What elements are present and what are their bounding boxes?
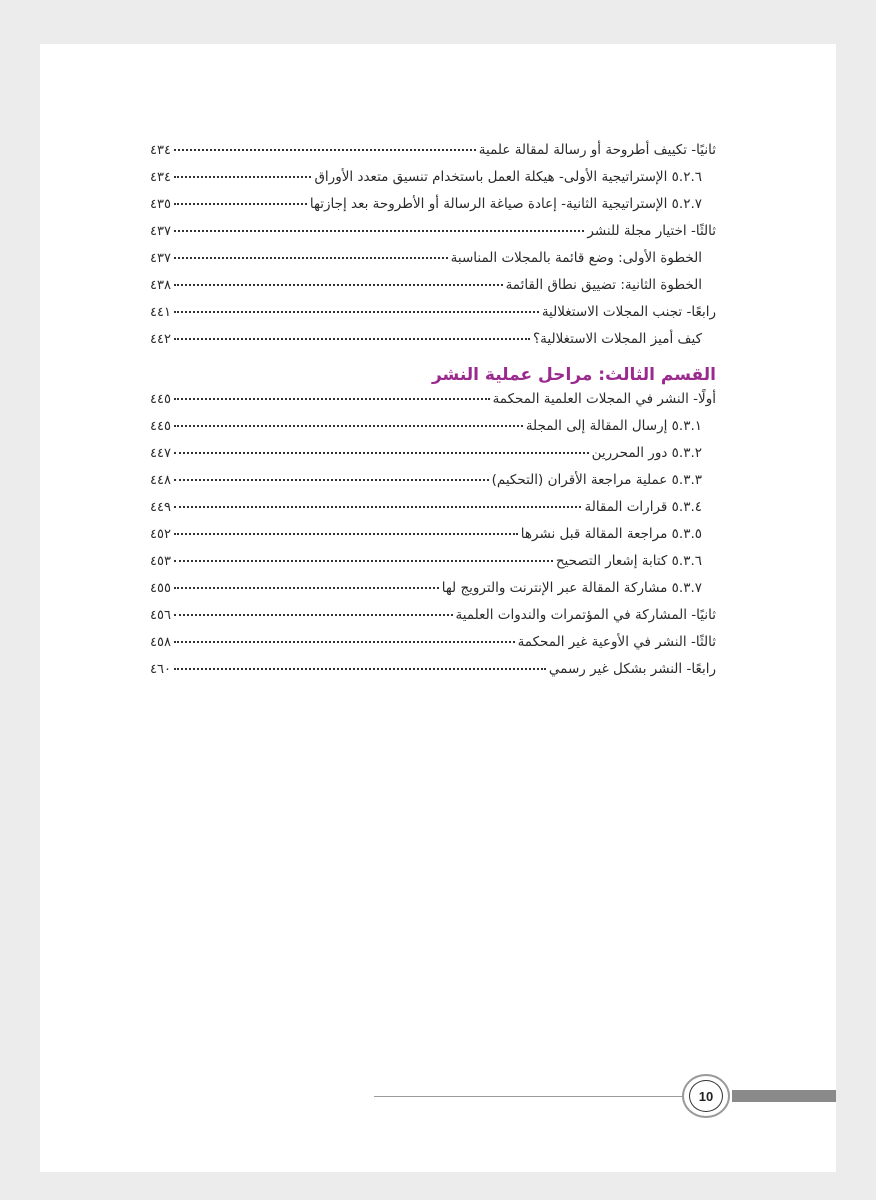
toc-entry-page: ٤٥٥ <box>150 581 171 596</box>
toc-entry-label: ثانيًا- المشاركة في المؤتمرات والندوات العلمية <box>455 607 716 623</box>
dot-leader <box>174 668 546 670</box>
toc-entry-label: ٥.٣.٤ قرارات المقالة <box>584 499 702 515</box>
toc-entry-page: ٤٥٦ <box>150 608 171 623</box>
toc-entry-page: ٤٣٤ <box>150 170 171 185</box>
toc-entry <box>150 250 716 277</box>
dot-leader <box>174 257 448 259</box>
toc-entry <box>150 331 716 358</box>
toc-entry-label: ٥.٢.٧ الإستراتيجية الثانية- إعادة صياغة الرسالة أو الأطروحة بعد إجازتها <box>309 196 702 212</box>
toc-entry-page: ٤٣٤ <box>150 143 171 158</box>
toc-entry-page: ٤٣٨ <box>150 278 171 293</box>
toc-entry-label: أولًا- النشر في المجلات العلمية المحكمة <box>492 391 716 407</box>
toc-entry-label: رابعًا- تجنب المجلات الاستغلالية <box>541 304 716 320</box>
toc-entry-label: ٥.٣.٦ كتابة إشعار التصحيح <box>555 553 702 569</box>
dot-leader <box>174 311 539 313</box>
toc-entry-page: ٤٤١ <box>150 305 171 320</box>
toc-entry-label: كيف أميز المجلات الاستغلالية؟ <box>533 331 702 347</box>
page-number-badge <box>684 1076 728 1116</box>
toc-entry <box>150 472 716 499</box>
page-number: 10 <box>689 1080 723 1112</box>
dot-leader <box>174 230 584 232</box>
toc-entry-page: ٤٤٨ <box>150 473 171 488</box>
toc-entry <box>150 607 716 634</box>
toc-entry-label: ٥.٢.٦ الإستراتيجية الأولى- هيكلة العمل باستخدام تنسيق متعدد الأوراق <box>314 169 702 185</box>
dot-leader <box>174 506 582 508</box>
toc-entry <box>150 553 716 580</box>
toc-entry-label: ٥.٣.٣ عملية مراجعة الأقران (التحكيم) <box>491 472 702 488</box>
toc-entry-label: الخطوة الثانية: تضييق نطاق القائمة <box>505 277 702 293</box>
dot-leader <box>174 149 476 151</box>
toc-entry <box>150 634 716 661</box>
toc-part-1 <box>150 142 716 358</box>
toc-entry-label: ٥.٣.٧ مشاركة المقالة عبر الإنترنت والترويج لها <box>441 580 702 596</box>
toc-entry <box>150 223 716 250</box>
toc-entry <box>150 196 716 223</box>
toc-entry-page: ٤٥٨ <box>150 635 171 650</box>
toc-entry <box>150 277 716 304</box>
dot-leader <box>174 398 490 400</box>
toc-entry <box>150 391 716 418</box>
toc-entry-page: ٤٥٢ <box>150 527 171 542</box>
dot-leader <box>174 560 553 562</box>
toc-entry <box>150 142 716 169</box>
table-of-contents <box>150 142 716 688</box>
toc-entry-page: ٤٤٥ <box>150 419 171 434</box>
dot-leader <box>174 452 589 454</box>
toc-entry-page: ٤٤٧ <box>150 446 171 461</box>
dot-leader <box>174 587 439 589</box>
toc-entry-label: رابعًا- النشر بشكل غير رسمي <box>548 661 716 677</box>
dot-leader <box>174 338 530 340</box>
toc-entry-page: ٤٤٢ <box>150 332 171 347</box>
toc-entry-label: الخطوة الأولى: وضع قائمة بالمجلات المناسبة <box>450 250 702 266</box>
section-heading: القسم الثالث: مراحل عملية النشر <box>431 365 716 385</box>
dot-leader <box>174 479 489 481</box>
dot-leader <box>174 425 523 427</box>
toc-entry-label: ثانيًا- تكييف أطروحة أو رسالة لمقالة علمية <box>478 142 716 158</box>
dot-leader <box>174 614 453 616</box>
toc-entry-page: ٤٤٩ <box>150 500 171 515</box>
toc-entry-page: ٤٤٥ <box>150 392 171 407</box>
toc-entry-label: ٥.٣.٢ دور المحررين <box>591 445 702 461</box>
toc-part-2 <box>150 391 716 688</box>
toc-entry-page: ٤٣٧ <box>150 251 171 266</box>
dot-leader <box>174 641 515 643</box>
toc-entry <box>150 418 716 445</box>
toc-entry-page: ٤٣٧ <box>150 224 171 239</box>
toc-entry-page: ٤٦٠ <box>150 662 171 677</box>
toc-entry <box>150 445 716 472</box>
dot-leader <box>174 533 518 535</box>
dot-leader <box>174 284 503 286</box>
toc-entry <box>150 661 716 688</box>
toc-entry <box>150 526 716 553</box>
toc-entry <box>150 580 716 607</box>
toc-entry-label: ٥.٣.١ إرسال المقالة إلى المجلة <box>525 418 702 434</box>
toc-entry <box>150 169 716 196</box>
dot-leader <box>174 176 312 178</box>
toc-entry <box>150 499 716 526</box>
toc-entry-label: ٥.٣.٥ مراجعة المقالة قبل نشرها <box>520 526 702 542</box>
toc-entry-label: ثالثًا- اختيار مجلة للنشر <box>587 223 716 239</box>
toc-entry-page: ٤٣٥ <box>150 197 171 212</box>
toc-entry-label: ثالثًا- النشر في الأوعية غير المحكمة <box>517 634 716 650</box>
footer-bar <box>732 1090 836 1102</box>
dot-leader <box>174 203 307 205</box>
toc-entry <box>150 304 716 331</box>
toc-entry-page: ٤٥٣ <box>150 554 171 569</box>
footer-rule <box>374 1096 690 1097</box>
